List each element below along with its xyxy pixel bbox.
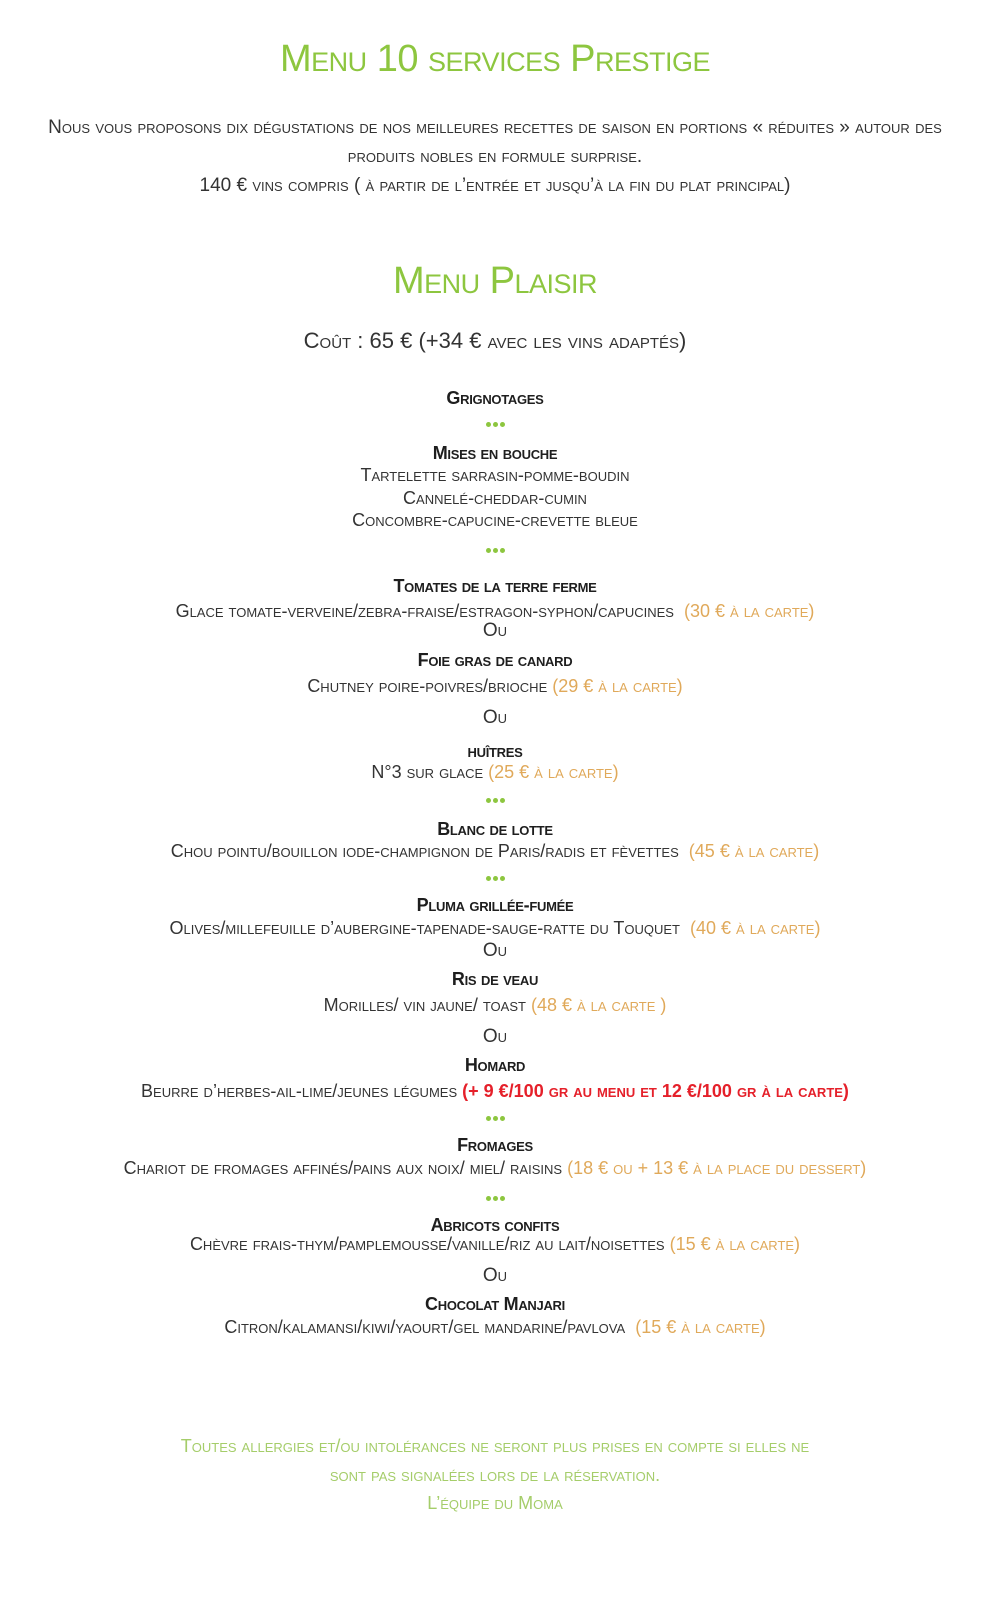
ris-desc: Morilles/ vin jaune/ toast bbox=[323, 995, 526, 1015]
pluma-desc: Olives/millefeuille d’aubergine-tapenade-sauge-ratte du Touquet bbox=[169, 918, 680, 938]
ris-line bbox=[0, 995, 990, 1016]
or-separator: Ou bbox=[482, 707, 508, 728]
course-mises-en-bouche: Mises en bouche bbox=[432, 443, 558, 463]
course-abricots: Abricots confits bbox=[430, 1215, 560, 1235]
lotte-line bbox=[0, 841, 990, 862]
tomates-desc: Glace tomate-verveine/zebra-fraise/estragon-syphon/capucines bbox=[175, 601, 674, 621]
footer-signature: L’équipe du Moma bbox=[427, 1493, 563, 1513]
course-chocolat: Chocolat Manjari bbox=[425, 1294, 565, 1314]
course-foie-gras: Foie gras de canard bbox=[417, 650, 573, 670]
course-lotte: Blanc de lotte bbox=[437, 819, 553, 839]
ris-price: (48 € à la carte ) bbox=[530, 995, 667, 1015]
separator-dots bbox=[0, 1188, 990, 1194]
separator-dots bbox=[0, 414, 990, 420]
huitres-price: (25 € à la carte) bbox=[488, 762, 619, 782]
or-separator: Ou bbox=[482, 1265, 508, 1286]
lotte-desc: Chou pointu/bouillon iode-champignon de Paris/radis et fèvettes bbox=[170, 841, 679, 861]
fromages-desc: Chariot de fromages affinés/pains aux noix/ miel/ raisins bbox=[123, 1158, 563, 1178]
course-ris-de-veau: Ris de veau bbox=[451, 969, 539, 989]
mises-item-3: Concombre-capucine-crevette bleue bbox=[352, 510, 638, 530]
homard-line bbox=[0, 1081, 990, 1102]
mises-item-2: Cannelé-cheddar-cumin bbox=[403, 488, 587, 508]
lotte-price: (45 € à la carte) bbox=[688, 841, 820, 861]
course-homard: Homard bbox=[464, 1055, 526, 1075]
tomates-line bbox=[0, 601, 990, 622]
plaisir-cost: Coût : 65 € (+34 € avec les vins adaptés) bbox=[303, 328, 687, 353]
chocolat-line bbox=[0, 1317, 990, 1338]
separator-dots bbox=[0, 790, 990, 796]
pluma-line bbox=[0, 918, 990, 939]
homard-desc: Beurre d’herbes-ail-lime/jeunes légumes bbox=[141, 1081, 458, 1101]
chocolat-desc: Citron/kalamansi/kiwi/yaourt/gel mandarine/pavlova bbox=[224, 1317, 626, 1337]
course-tomates: Tomates de la terre ferme bbox=[393, 576, 597, 596]
homard-price: (+ 9 €/100 gr au menu et 12 €/100 gr à la carte) bbox=[462, 1081, 849, 1101]
separator-dots bbox=[0, 868, 990, 874]
huitres-desc: N°3 sur glace bbox=[371, 762, 484, 782]
plaisir-title: Menu Plaisir bbox=[392, 260, 598, 302]
fromages-line bbox=[0, 1158, 990, 1179]
separator-dots bbox=[0, 540, 990, 546]
course-pluma: Pluma grillée-fumée bbox=[416, 895, 574, 915]
foie-price: (29 € à la carte) bbox=[552, 676, 683, 696]
footer-line2: sont pas signalées lors de la réservation. bbox=[329, 1465, 661, 1485]
abricots-line bbox=[0, 1234, 990, 1255]
footer-line1: Toutes allergies et/ou intolérances ne seront plus prises en compte si elles ne bbox=[180, 1436, 810, 1456]
fromages-price: (18 € ou + 13 € à la place du dessert) bbox=[567, 1158, 867, 1178]
chocolat-price: (15 € à la carte) bbox=[635, 1317, 766, 1337]
prestige-intro-line1: Nous vous proposons dix dégustations de nos meilleures recettes de saison en portions « réduites » autour des bbox=[48, 117, 942, 138]
prestige-title: Menu 10 services Prestige bbox=[279, 38, 711, 80]
huitres-line bbox=[0, 762, 990, 783]
prestige-intro-line2: produits nobles en formule surprise. bbox=[347, 146, 643, 167]
course-grignotages: Grignotages bbox=[446, 388, 544, 408]
foie-desc: Chutney poire-poivres/brioche bbox=[307, 676, 548, 696]
pluma-price: (40 € à la carte) bbox=[690, 918, 821, 938]
mises-item-1: Tartelette sarrasin-pomme-boudin bbox=[360, 465, 630, 485]
prestige-intro-line3: 140 € vins compris ( à partir de l’entrée et jusqu’à la fin du plat principal) bbox=[199, 175, 791, 196]
or-separator: Ou bbox=[482, 1026, 508, 1047]
course-huitres: huîtres bbox=[467, 741, 523, 761]
separator-dots bbox=[0, 1108, 990, 1114]
or-separator: Ou bbox=[482, 620, 508, 641]
tomates-price: (30 € à la carte) bbox=[684, 601, 815, 621]
or-separator: Ou bbox=[482, 940, 508, 961]
foie-line bbox=[0, 676, 990, 697]
course-fromages: Fromages bbox=[457, 1135, 533, 1155]
abricots-price: (15 € à la carte) bbox=[669, 1234, 801, 1254]
abricots-desc: Chèvre frais-thym/pamplemousse/vanille/riz au lait/noisettes bbox=[189, 1234, 665, 1254]
